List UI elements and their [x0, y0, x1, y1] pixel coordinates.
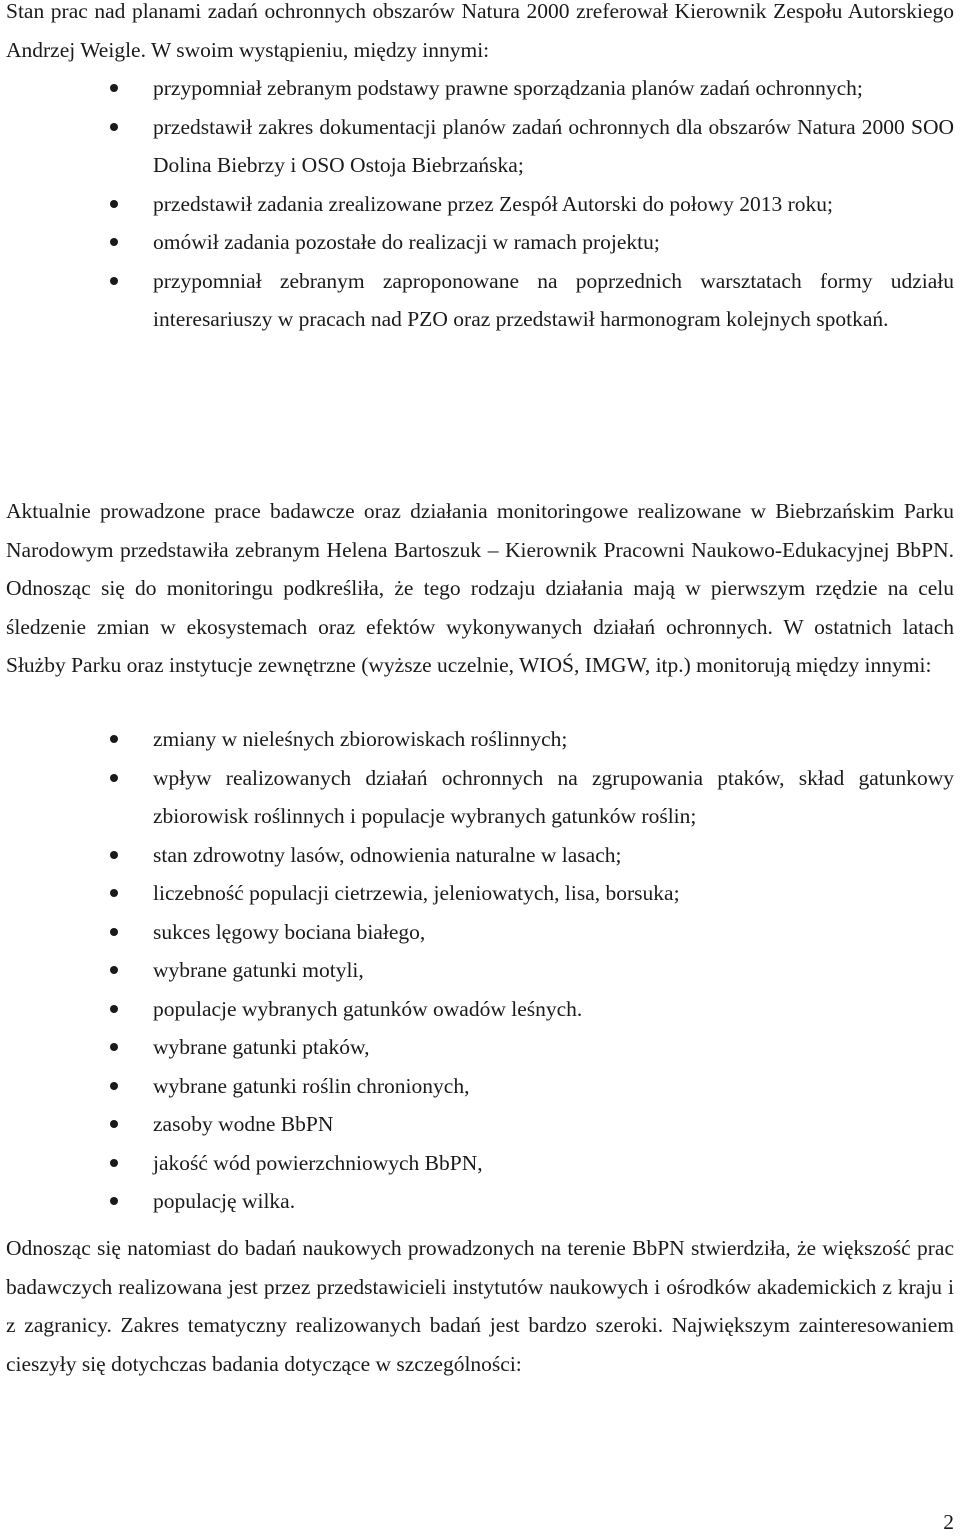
- bullet-icon: [110, 851, 118, 859]
- list-item: wybrane gatunki ptaków,: [0, 1028, 960, 1067]
- bullet-icon: [110, 1120, 118, 1128]
- bullet-icon: [110, 928, 118, 936]
- bullet-icon: [110, 200, 118, 208]
- bullet-icon: [110, 1005, 118, 1013]
- bullet-icon: [110, 774, 118, 782]
- list-item: przypomniał zebranym podstawy prawne sporządzania planów zadań ochronnych;: [0, 69, 960, 108]
- list-item: omówił zadania pozostałe do realizacji w ramach projektu;: [0, 223, 960, 262]
- bullet-icon: [110, 123, 118, 131]
- list-item: zasoby wodne BbPN: [0, 1105, 960, 1144]
- list-item: wybrane gatunki motyli,: [0, 951, 960, 990]
- paragraph-intro: Stan prac nad planami zadań ochronnych obszarów Natura 2000 zreferował Kierownik Zespołu Autorskiego Andrzej Weigle. W swoim wystąpieniu, między innymi:: [6, 0, 954, 62]
- bullet-icon: [110, 1159, 118, 1167]
- bullet-icon: [110, 889, 118, 897]
- list-item: sukces lęgowy bociana białego,: [0, 913, 960, 952]
- bullet-icon: [110, 966, 118, 974]
- bullet-list-presentation: [0, 69, 960, 339]
- bullet-icon: [110, 1043, 118, 1051]
- list-item: stan zdrowotny lasów, odnowienia naturalne w lasach;: [0, 836, 960, 875]
- list-item: populację wilka.: [0, 1182, 960, 1221]
- list-item: przypomniał zebranym zaproponowane na poprzednich warsztatach formy udziału interesariuszy w pracach nad PZO oraz przedstawił harmonogram kolejnych spotkań.: [0, 262, 960, 339]
- paragraph-monitoring: Aktualnie prowadzone prace badawcze oraz działania monitoringowe realizowane w Biebrzańskim Parku Narodowym przedstawiła zebranym Helena Bartoszuk – Kierownik Pracowni Naukowo-Edukacyjnej BbPN. Odnosząc się do monitoringu podkreśliła, że tego rodzaju działania mają w pierwszym rzędzie na celu śledzenie zmian w ekosystemach oraz efektów wykonywanych działań ochronnych. W ostatnich latach Służby Parku oraz instytucje zewnętrzne (wyższe uczelnie, WIOŚ, IMGW, itp.) monitorują między innymi:: [6, 499, 954, 677]
- list-item: przedstawił zakres dokumentacji planów zadań ochronnych dla obszarów Natura 2000 SOO Dolina Biebrzy i OSO Ostoja Biebrzańska;: [0, 108, 960, 185]
- bullet-icon: [110, 277, 118, 285]
- list-item: wybrane gatunki roślin chronionych,: [0, 1067, 960, 1106]
- bullet-icon: [110, 735, 118, 743]
- list-item: populacje wybranych gatunków owadów leśnych.: [0, 990, 960, 1029]
- paragraph-research: Odnosząc się natomiast do badań naukowych prowadzonych na terenie BbPN stwierdziła, że większość prac badawczych realizowana jest przez przedstawicieli instytutów naukowych i ośrodków akademickich z kraju i z zagranicy. Zakres tematyczny realizowanych badań jest bardzo szeroki. Największym zainteresowaniem cieszyły się dotychczas badania dotyczące w szczególności:: [6, 1236, 954, 1376]
- list-item: przedstawił zadania zrealizowane przez Zespół Autorski do połowy 2013 roku;: [0, 185, 960, 224]
- bullet-icon: [110, 84, 118, 92]
- list-item: zmiany w nieleśnych zbiorowiskach roślinnych;: [0, 720, 960, 759]
- bullet-icon: [110, 1082, 118, 1090]
- bullet-icon: [110, 1197, 118, 1205]
- list-item: wpływ realizowanych działań ochronnych na zgrupowania ptaków, skład gatunkowy zbiorowisk roślinnych i populacje wybranych gatunków roślin;: [0, 759, 960, 836]
- bullet-icon: [110, 238, 118, 246]
- list-item: jakość wód powierzchniowych BbPN,: [0, 1144, 960, 1183]
- bullet-list-monitoring: [0, 720, 960, 1221]
- page-number: 2: [943, 1510, 954, 1534]
- list-item: liczebność populacji cietrzewia, jeleniowatych, lisa, borsuka;: [0, 874, 960, 913]
